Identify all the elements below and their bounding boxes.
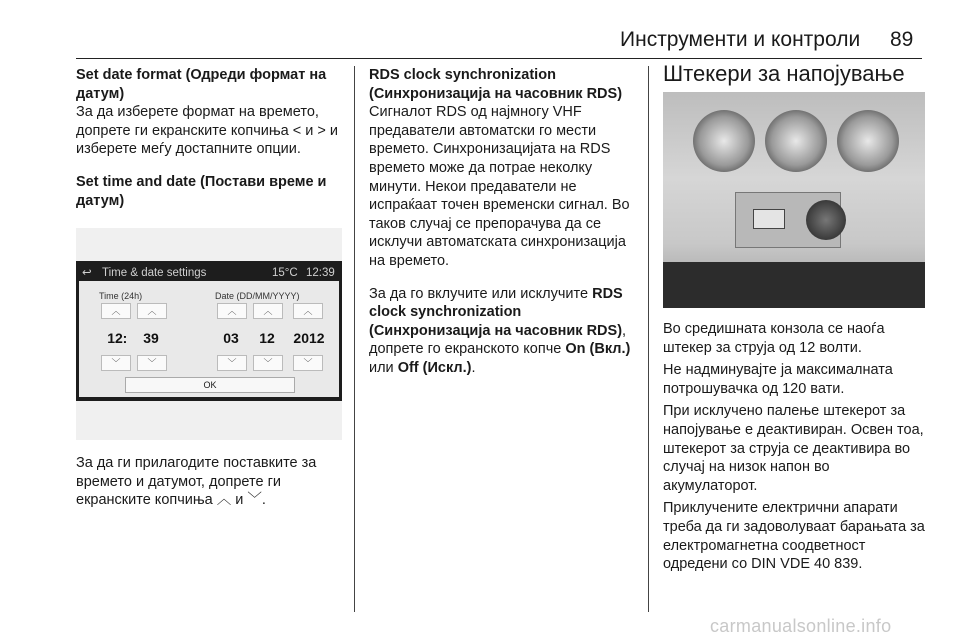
screen-clock: 12:39 [306,267,335,280]
rds-off-label: Off (Искл.) [397,359,472,376]
column-3 [663,60,925,574]
console-switch [753,209,785,229]
time-colon: : [122,330,128,347]
month-up-button: ︿ [253,303,283,319]
text-rds-info: Сигналот RDS од најмногу VHF предаватели автоматски го мести времето. Синхронизацијата на RDS времето може да потрае неколку минути. Некои предаватели не испраќаат точен временски сигнал. Во таков случај се препорачува да се исклучи автоматската синхронизација на времето. [369,104,630,269]
screen-title-bar [76,261,342,281]
ok-button: OK [125,377,295,393]
watermark: carmanualsonline.info [710,616,892,636]
column-divider-left [354,66,355,612]
year-up-button: ︿ [293,303,323,319]
screen-title: Time & date settings [102,267,207,280]
heading-power-outlets: Штекери за напојување [663,61,905,86]
column-2 [369,66,635,378]
air-vent-center [765,110,827,172]
year-value: 2012 [293,330,325,347]
rds-on-label: On (Вкл.) [565,341,631,358]
heading-set-time: Set time and date (Постави време и датум) [76,173,327,209]
text-adjust: За да ги прилагодите поставките за времето и датумот, допрете ги екранските копчиња ︿ и ﹀. [76,455,317,509]
month-down-button: ﹀ [253,355,283,371]
text-date-format: За да изберете формат на времето, допрете ги екранските копчиња < и > и изберете меѓу достапните опции. [76,104,338,158]
day-down-button: ﹀ [217,355,247,371]
screen-body [79,281,339,397]
month-value: 12 [259,330,275,347]
text-outlet-2: Не надминувајте ја максималната потрошувачка од 120 вати. [663,362,893,397]
text-outlet-4: Приклучените електрични апарати треба да ги задоволуваат барањата за електромагнетна соодветност одредени со DIN VDE 40 839. [663,500,925,573]
page-header-title: Инструменти и контроли [620,28,861,51]
date-label: Date (DD/MM/YYYY) [215,291,300,302]
text-outlet-3: При исклучено палење штекерот за напојување е деактивиран. Освен тоа, штекерот за струја се деактивира во случај на низок напон во акумулаторот. [663,403,924,494]
power-socket-icon [806,200,846,240]
console-lower [663,262,925,308]
back-icon: ↩ [82,267,92,280]
rds-toggle-pre: За да го вклучите или исклучите [369,285,593,302]
day-value: 03 [223,330,239,347]
text-outlet-1: Во средишната конзола се наоѓа штекер за струја од 12 волти. [663,321,885,356]
column-1 [76,66,344,510]
heading-rds: RDS clock synchronization (Синхронизација на часовник RDS) [369,67,623,102]
minute-up-button: ︿ [137,303,167,319]
text-rds-toggle [369,285,635,378]
rds-toggle-setting: RDS clock synchronization (Синхронизација на часовник RDS) [369,285,623,339]
heading-date-format: Set date format (Одреди формат на датум) [76,67,327,102]
hour-up-button: ︿ [101,303,131,319]
header-rule [76,58,922,59]
air-vent-right [837,110,899,172]
rds-or: или [369,359,398,376]
column-divider-right [648,66,649,612]
year-down-button: ﹀ [293,355,323,371]
screen-temperature: 15°C [272,267,298,280]
rds-toggle-end: . [471,359,476,376]
power-outlet-photo [663,92,925,308]
minute-down-button: ﹀ [137,355,167,371]
time-label: Time (24h) [99,291,143,302]
day-up-button: ︿ [217,303,247,319]
display-screen [76,261,342,401]
screen-illustration [76,228,342,440]
hour-down-button: ﹀ [101,355,131,371]
page-number: 89 [890,28,914,51]
hour-value: 12 [107,330,123,347]
rds-toggle-mid: , допрете го екранското копче [369,322,627,358]
minute-value: 39 [143,330,159,347]
air-vent-left [693,110,755,172]
